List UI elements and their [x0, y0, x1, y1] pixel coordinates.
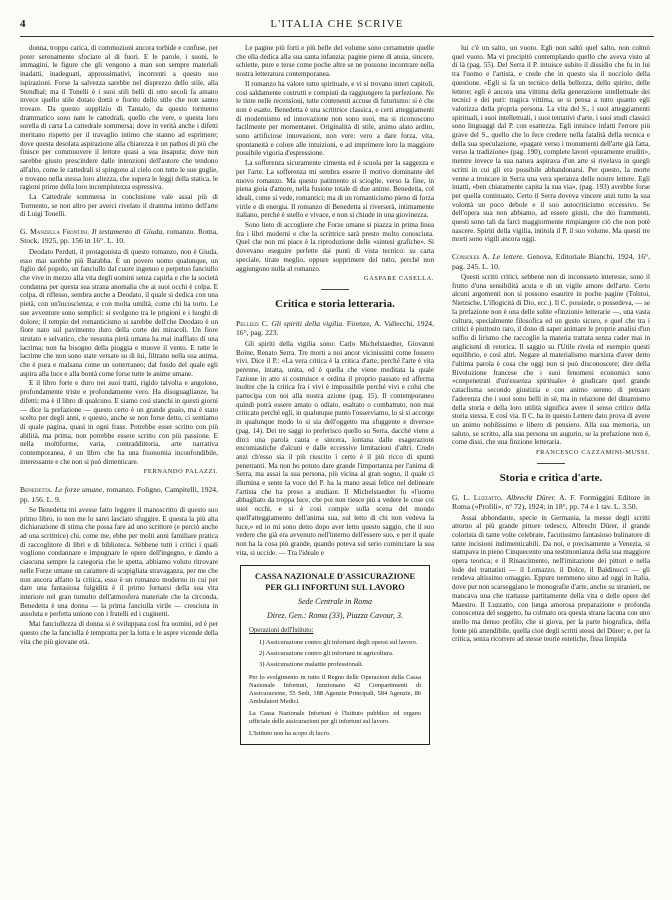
ad-operation: 3) Assicurazione malattie professionali.	[259, 661, 364, 669]
paragraph: lui c'è un salto, un vuoto. Egli non saltò quel salto, non colmò quel vuoto. Ma vi precipitò contemplando quello che aveva visto al di là (pag. 55). Del Serra il P. intuisce subito il dissidio che fu in lui tra l'uomo e l'artista, e crede che in questo sia il nocciolo della questione. «Egli si fa un tecnico della bellezza, dello spirito, delle lettere; egli è ancora una vittima della generazione intellettuale dei tecnici e dei puri: tragica vittima, se si pensa a tutto quanto egli valorizza della propria persona. La vita del S., i suoi atteggiamenti spirituali, i suoi intellettuali, i suoi tentativi d'arte, i suoi studi classici sono linguaggi dal P. con esattezza. Egli intuisce infatti l'errore più grave del S., quello che lo fece credere nella fatalità della tecnica e della sua speculazione, «pagare verso i monumenti dell'arte già fatta, verso la tradizione» (pag. 190), complete lavori «puramente eruditi», mentre invece la sua natura aspirava d'un arte si rivelava in quegli scritti in cui gli era possibile abbandonarsi. Per questo, la morte venne a troncare in Serra una vera speranza delle nostre lettere. Egli intatti, «ben chiaramente capita la sua via», (pag. 193) avrebbe forse per quella continuato. Certo il Serra doveva vincere anzi tutto la sua volontà un poco debole e il suo autocriticismo eccessivo. Se dell'opera sua non abbiamo, ad essere giusti, che dei frammenti, questi sono tali da farci maggiormente rimpiangere ciò che non potè nascere. Spiriti della vigilia, intitola il P. il suo volume. Ma questi tre morti sono vigili ancora oggi.	[452, 44, 650, 244]
review-heading	[452, 493, 650, 512]
paragraph: Deodato Perduti, il protagonista di questo romanzo, non è Giuda, esso mai sarebbe più Barabba. È un povero uomo qualunque, un figlio del popolo, un fanciullo dal cuore ingenuo e perpetuo fanciullo che vive in mezzo alla vita degli uomini senza capirla e che la società condanna per questa sua strana anomalia che ai suoi occhi è colpa. E colpa, di riflesso, sembra anche a Deodato, il quale si dedica con una pietà, con un'incoscienza, e con molta umiltà, come chi ha torto. Le sue avventure sono semplici: si svolgono tra le prigioni e i luoghi di dolore; il tempio del romanticismo si sarebbe dell'che Deodato è un fiore nato sul pavimento duro della corte dei miracoli. Un fiore strutato e selvatico, che nessuna pietà umana ha mai inaffiato di una lacrima; non ha bisogno della pioggia e muove il vento. E tutte le lacrime che non sono state versate su di lui, filtrano nella sua anima, che è pura e malsana come un sotterraneo; dal fondo del quale egli aspira alla luce e alla bontà come forse tutte le anime umane.	[20, 247, 218, 378]
review-title: Il testamento di Giuda,	[91, 227, 165, 237]
review-meta: romanzo. Roma, Stock, 1925, pp. 156 in 16°. L. 10.	[20, 227, 218, 246]
review-meta: romanzo. Foligno, Campitelli, 1924, pp. 156. L. 9.	[20, 485, 218, 504]
section-title: Critica e storia letteraria.	[275, 297, 395, 310]
review-heading	[452, 252, 650, 271]
paragraph: Questi scritti critici, sebbene non di inconsueto interesse, sono il frutto d'una sensibilità acuta e di un vigile amore dell'arte. Certo alcuni argomenti non si possono esaurire in poche pagine (Tolstoi, Nietzsche, L'illogicità di Dio, ecc.). Il C. possiede, o possedeva, — se la prefazione non è una delle solite «finzioni» letterarie —, una vasta cultura, specialmente filosofica ed un gusto sicuro, e quel che tra i critici è piuttosto raro, il dono di saper animare le proprie analisi d'un soffio di lirismo che raccoglie la materia trattata senza cader mai in anglicismi di retorica. Il saggio su l'Utile rivela ed esempio questi equilibrio, e così altri. Negare al materialismo marxista d'aver detto l'ultima parola è cosa che oggi non si può disconoscere; dire della Rivoluzione francese che i suoi fenomeni economici sono «conpenetrati d'un'essenza spirituale» è giudicare quel grande cataclisma secondo giustizia e con animo sereno di pensare l'aderenza che i suoi sono belli in sè, ma in relazione del dinamismo della storia e della loro utilità significa avere il senso critico della storia stessa. E così via. Il C. ha in questo Lettere dato prova di avere un animo nobilissimo e libero di pensiero. Alla sua memoria, un saluto, se scritto, alla sua persona un augurio, se la prefazione non è, come dissi, che una finzione letteraria.	[452, 272, 650, 447]
review-signature: FRANCESCO CAZZAMINI-MUSSI.	[536, 449, 650, 457]
page-header	[20, 18, 654, 34]
column-3	[452, 44, 650, 896]
review-title: Le forze umane,	[54, 485, 105, 495]
section-title: Storia e critica d'arte.	[499, 471, 603, 484]
ad-text: La Cassa Nazionale Infortuni è l'Istituto pubblico ed organo ufficiale delle assicurazioni per gli infortuni sul lavoro.	[249, 709, 421, 725]
paragraph: Il romanzo ha valore tutto spirituale, e vi si trovano interi capitoli, così saldamente costrutti e compiuti da raggiungere la perfezione. Ne le tinte nelle recensioni, tutte contenenti accuse di futurismo: si è che non è esatto. Benedetta è una scrittrice classica, e certi atteggiamenti di modernismo ed innovazione non sono suoi, ma si riconoscono facilmente per momentanei. Originalità di stile, animo alato ardito, sono artificiose innovazioni, non vere: vero a dare forza, vita, spontaneità e colore alle intuizioni, e ad imprimere loro la maggiore possibile vigoria d'espressione.	[236, 79, 434, 158]
section-divider	[537, 463, 565, 464]
review-author: G. Manzella Frontini.	[20, 227, 90, 237]
masthead: L'ITALIA CHE SCRIVE	[270, 18, 404, 30]
review-author: Pellizzi C.	[236, 318, 269, 328]
review-heading	[20, 485, 218, 504]
ad-direzione: Direz. Gen.: Roma (33), Piazza Cavour, 3.	[267, 611, 403, 621]
ad-title: CASSA NAZIONALE D'ASSICURAZIONE PER GLI INFORTUNI SUL LAVORO	[254, 572, 416, 592]
paragraph: La Cattedrale sommersa in conclusione vale assai più di Tormento, se non altro per averci rivelato il dramma intimo dell'arte di Luigi Tonelli.	[20, 192, 218, 219]
ad-text: L'Istituto non ha scopo di lucro.	[249, 729, 331, 737]
review-title: Gli spiriti della vigilia.	[271, 318, 345, 328]
review-meta: Firenze, A. Vallecchi, 1924, 16°, pag. 223.	[236, 318, 434, 338]
review-meta: Genova, Editoriale Bianchi, 1924, 16°, pag. 245. L. 10.	[452, 252, 650, 271]
paragraph: Se Benedetta mi avesse fatto leggere il manoscritto di questo suo primo libro, io non me lo sarei lasciato sfuggire. E questa la più alta dichiarazione di stima che possa fare ad uno scrittore (e perciò anche ad una scrittrice) chi, come me, ebbe per molti anni familiare pratica di raccoglitore di libri e di biblioteca. Sebbene tutti i critici i quali vogliono condannare e impugnare le opere dell'ingegno, e dando a ciascuna sempre la categoria che le spetta, abbiamo voluto ritrovare nelle Forze umane un carattere di scapigliata stravaganza, per me che non ancora affatto la critica, esso è un romanzo moderno in cui per dare una fantasiosa fulgidità è il primo fornarsi della sua vita interiore nel gran tumulto dell'atmosfera materiale che la circonda, Benedetta è una donna — la prima fanciulla virile — cresciuta in assoluta e perfetta unione con i fratelli ed i cuginetti.	[20, 505, 218, 619]
review-signature: FERNANDO PALAZZI.	[143, 468, 218, 476]
ad-operation: 1) Assicurazione contro gli infortuni degli operai sul lavoro.	[259, 638, 418, 646]
review-heading	[20, 227, 218, 246]
review-author: Consoles A.	[452, 252, 490, 262]
paragraph: E il libro forte e duro nei suoi tratti, rigido talvolta e angoloso, profondamente triste e profondamente vero. Ha disuguaglianze, ha difetti; ma è il libro di qualcuno. E siamo così stanchi in questi giorni — dice la prefazione — questo certo è un grande guaio, ma è stato scelto per degli anni, e questo, anche se non forse detto, ci sentiamo di quale pagina, quasi in ogni frase. Potrebbe esser scritto con più abilità, ma prima, non potrebbe essere scritto con più passione. E nella moltiforme, varia, contraddittoria, arte narrativa contemporanea, è un libro che ha una fisonomia inconfondibile, interessante e che non si può dimenticare.	[20, 379, 218, 466]
paragraph: La sofferenza sicuramente cimenta ed è scuola per la saggezza e per l'arte. La sofferenza mi sembra essere il motivo dominante del nuovo romanzo. Ma questo patimento si scioglie, verso la fine, in piena gioia d'amore, nella fusione totale di due anime. Benedetta, col ideali, come si vede, romantici; ma di un romanticismo pieno di forza virile e di energia. Il romanzo di Benedetta si riverserà, intimamente italiano, perché è snello e vivace, e non si chiude in una giovinezza.	[236, 159, 434, 220]
paragraph: Assai abbondante, specie in Germania, la messe degli scritti attorno al più grande pittore tedesco, Albrecht Dürer, il grande colorista di tante volte celebrate, l'acutissimo fantasioso bulinatore di tante incisioni indimenticabili. Da noi, e precisamente a Venezia, si stampava in pieno Cinquecento una testimonianza della sua maggiore opera teorica; e il Rinascimento, nell'imitazione dei pittori e nella lode dei trattatisti — il Lomazzo, il Dolce, il Baldinucci — gli rendeva altissimo omaggio. Eppure nemmeno sino ad oggi in Italia, dove pur non scarseggiano le monografie d'arte, anche su stranieri, ne mancava una che trattasse partitamente della vita e delle opere del Maestro. Il Luzzatto, con lunga amorosa preparazione e profonda conoscenza del soggetto, ha colmato ora questa strana lacuna con uno snello ma denso profilo, che si giova, per la parte biografica, della fonte più attendibile, quella cioè degli scritti stessi del Dürer; e, per la critica, senza ricorrere ad stesse teorie estetiche, fissa limpida	[452, 513, 650, 644]
review-heading	[236, 319, 434, 338]
column-2	[236, 44, 434, 896]
review-signature: GASPARE CASELLA.	[363, 275, 434, 283]
paragraph: Gli spiriti della vigilia sono: Carlo Michelstaedter, Giovanni Boine, Renato Serra. Tre morti a noi ancor vicinissimi come fossero vivi. Dice il P.: «La vera critica è la critica d'arte, perché l'arte è vita perenne, intatta, unita, ed è quella che viene meditata la quale l'azione in atto si costruisce e ordina il proprio passato ed afferma inoltre che la critica fra i vivi è impossibile perché vivi e colui che partecipa con noi alla nostra azione (pag. 15). Il contemporaneo quindi potrà essere amato o odiato, esaltato o combattuto, non mai criticato perché egli, in qualunque punto l'osserviamo, lo si si accorge in qualunque modo lo si sia dell'oggetto ma sfuggente e diverso» (pag. 14). Dei tre saggi io preferisco quello su Serra, dacché viene a dirci una parola cauta e sincera, lontana dalle esagerazioni encomiastiche d'alcuni e dalle eccessive limitazioni d'altri. Credo anzi ch'esso sia il più riuscito i certo è il più ricco di spunti penetranti. Ma non ho potuto dare grande l'importanza per l'anima di Serra, ma assai la sua persona, più vicina al gran sogno, il quale ci illumina e sente la voce del P. ha la mano assai felice nel delineare l'artista che ha preso a studiare. Il Michelstaedter fu «l'uomo abbagliato da troppa luce, che poi non riesce più a vedere le cose coi suoi occhi, e si è così compie sulla scena del mondo quell'atteggiamento dell'anima sua, sul letto di chi non vedeva la luce,» ed io mi sono detto dopo aver letto questo saggio, che il suo vedere che già era avvenuto nell'interno dell'essere suo, e per il quale non ha la cosa più grande, quando poteva sul serio cominciare la sua vita, si uccide. — Tra l'ideale e	[236, 339, 434, 557]
ad-operations-title: Operazioni dell'Istituto:	[249, 627, 314, 635]
review-title: Le lettere.	[492, 252, 525, 262]
section-divider	[321, 289, 349, 290]
paragraph: Sono lieto di accogliere che Forze umane si piazza in prima linea fra i libri moderni e che la scrittrice sarà presto molto conosciuta. Quel che non mi piace è la riproduzione delle «sintesi grafiche». Si dovevano eseguire perfette dai punti di vista tecnico: su carta speciale, tirate meglio, oppure sopprimere del tutto, perché non aggiungono nulla al romanzo.	[236, 221, 434, 273]
paragraph: donna, troppo carica, di commozioni ancora torbide e confuse, per poter serenamente sfociare al di fuori. E le parole, i suoni, le immagini, le figure che gli vengono a man son sempre materiali inadatti, inadeguati, approssimativi, incorrenti a questo suo ispirazioni. Forse la salvezza sarebbe nel disprezzo dello stile, alla Stendhal; ma il Tonelli è i suoi stili belli di otto secoli fa amano invece quello stile dotato dottii e fiorito dello stile che non sanno trovare. Da questo supplizio di Tantalo, da questo tormento drammatico sono nate le cattedrali, quello che vere, e questa loro sorella di carta La cattedrale sommersa; dove in verità anche i difetti meritano rispetto per il travaglio intimo che stanno ad esprimere; dove questa desolata aspirazione alla chiarezza è un pathos di più che finisce per commuovere il lettore quasi a sua insaputa; dove non sarebbe giusto prescindere dalle intenzioni dell'autore che tendono all'alto, come le cattedrali si spingono al cielo con tutte le sue guglie, e trovano nella stessa loro altezza, che supera le leggi della statica, le ragioni prime della loro incompiutezza espressiva.	[20, 44, 218, 192]
paragraph: Mai fanciullezza di donna si è sviluppata così fra uomini, ed è per questo che la fanciulla è tempratta per la lotta e le aspre vicende della vita che più giovane età.	[20, 620, 218, 646]
review-author: Benedetta.	[20, 485, 53, 495]
review-title: Albrecht Dürer.	[506, 492, 556, 502]
column-1	[20, 44, 218, 896]
header-rule	[20, 36, 654, 37]
review-meta: A. F. Formiggini Editore in Roma («Profili», n° 72), 1924; in 18°, pp. 74 e 1 tav. L. 3.50.	[452, 492, 650, 512]
ad-operation: 2) Assicurazione contro gli infortuni in agricoltura.	[259, 650, 394, 658]
paragraph: Le pagine più forti e più belle del volume sono certamente quelle che ella dedica alla sua santa infanzia: pagine piene di ansia, sincere, schiette, pure e terse come poche altre se ne possono incontrare nella nostra letteratura contemporanea.	[236, 44, 434, 79]
review-author: G. L. Luzzatto.	[452, 492, 503, 502]
ad-text: Per lo svolgimento in tutto il Regno delle Operazioni della Cassa Nazionale Infortuni, funzionano 42 Compartimenti di Assicurazione, 55 Sedi, 188 Agenzie Principali, 584 Agenzie, 86 Ambulatori Medici.	[249, 673, 421, 705]
ad-sede: Sede Centrale in Roma	[298, 597, 372, 607]
insurance-advertisement	[240, 565, 430, 744]
page-number: 4	[20, 18, 26, 30]
